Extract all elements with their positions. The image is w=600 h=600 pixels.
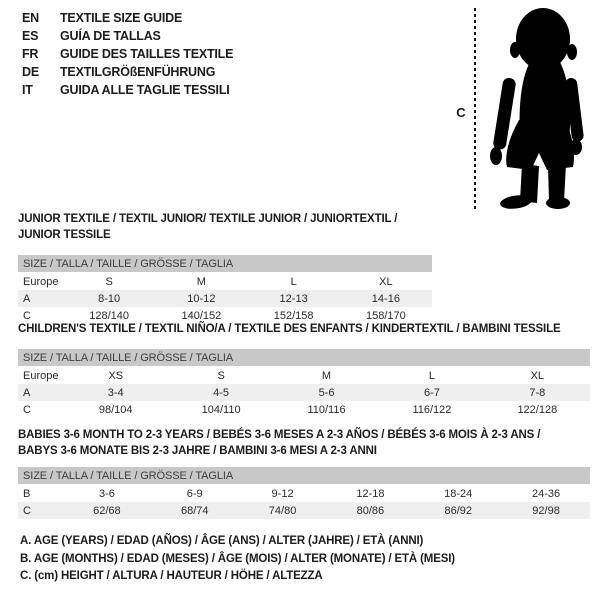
size-cell: 24-36 xyxy=(531,487,561,500)
lang-code-es: ES xyxy=(22,29,39,43)
language-row-de xyxy=(22,63,233,81)
size-cell: M xyxy=(321,369,332,382)
size-cell: 86/92 xyxy=(444,504,472,517)
size-cell: 152/158 xyxy=(273,309,314,322)
row-label: C xyxy=(23,309,31,322)
size-cell: 104/110 xyxy=(201,403,241,416)
height-measure-dashed-line xyxy=(474,8,476,210)
size-cell: 18-24 xyxy=(444,487,473,500)
language-row-fr xyxy=(22,45,233,63)
lang-text-fr: GUIDE DES TAILLES TEXTILE xyxy=(60,47,234,61)
row-label: C xyxy=(23,504,31,517)
childrens-size-header-bar: SIZE / TALLA / TAILLE / GRÖSSE / TAGLIA xyxy=(18,349,590,366)
language-title-block xyxy=(22,9,233,99)
size-cell: 68/74 xyxy=(180,504,209,517)
childrens-row-age xyxy=(18,384,590,401)
size-cell: M xyxy=(196,275,206,288)
size-cell: 8-10 xyxy=(98,292,121,305)
size-cell: 128/140 xyxy=(89,309,129,322)
babies-title-line1: BABIES 3-6 MONTH TO 2-3 YEARS / BEBÉS 3-6 MESES A 2-3 AÑOS / BÉBÉS 3-6 MOIS À 2-3 ANS / xyxy=(18,429,541,441)
size-cell: 158/170 xyxy=(365,309,406,322)
size-cell: XL xyxy=(379,275,393,288)
size-cell: 98/104 xyxy=(98,403,133,416)
childrens-table-title: CHILDREN'S TEXTILE / TEXTIL NIÑO/A / TEXTILE DES ENFANTS / KINDERTEXTIL / BAMBINI TESSILE xyxy=(18,323,561,335)
size-cell: 12-18 xyxy=(356,487,385,500)
row-label: C xyxy=(23,403,31,416)
size-cell: 92/98 xyxy=(532,504,560,517)
size-cell: 140/152 xyxy=(181,309,222,322)
babies-size-header-bar: SIZE / TALLA / TAILLE / GRÖSSE / TAGLIA xyxy=(18,467,590,484)
language-row-en xyxy=(22,9,233,27)
footnote-b: B. AGE (MONTHS) / EDAD (MESES) / ÂGE (MOIS) / ALTER (MONATE) / ETÀ (MESI) xyxy=(20,552,455,565)
lang-code-fr: FR xyxy=(22,47,39,61)
junior-table-title: JUNIOR TEXTILE / TEXTIL JUNIOR/ TEXTILE JUNIOR / JUNIORTEXTIL / JUNIOR TESSILE xyxy=(18,213,398,241)
lang-text-it: GUIDA ALLE TAGLIE TESSILI xyxy=(60,83,230,97)
language-row-it xyxy=(22,81,233,99)
size-cell: 5-6 xyxy=(318,386,335,399)
childrens-row-europe xyxy=(18,367,590,384)
size-cell: 3-6 xyxy=(98,487,115,500)
size-cell: 122/128 xyxy=(517,403,558,416)
childrens-textile-table xyxy=(18,321,590,418)
babies-title-line2: BABYS 3-6 MONATE BIS 2-3 JAHRE / BAMBINI 3-6 MESI A 2-3 ANNI xyxy=(18,445,377,457)
size-cell: L xyxy=(290,275,297,288)
footnotes-block xyxy=(20,533,455,586)
size-cell: 6-7 xyxy=(423,386,440,399)
lang-code-it: IT xyxy=(22,83,33,97)
row-label: A xyxy=(23,386,31,399)
size-cell: XS xyxy=(108,369,124,382)
size-cell: 10-12 xyxy=(187,292,216,305)
size-cell: S xyxy=(105,275,113,288)
babies-row-height xyxy=(18,502,590,519)
lang-code-en: EN xyxy=(22,11,39,25)
babies-row-age-months xyxy=(18,485,590,502)
size-cell: XL xyxy=(530,369,545,382)
junior-textile-table xyxy=(18,211,432,324)
junior-row-age xyxy=(18,290,432,307)
size-cell: 14-16 xyxy=(371,292,400,305)
footnote-c: C. (cm) HEIGHT / ALTURA / HAUTEUR / HÖHE / ALTEZZA xyxy=(20,570,323,582)
size-cell: 4-5 xyxy=(213,386,230,399)
size-cell: 3-4 xyxy=(107,386,124,399)
measure-label-c: C xyxy=(456,105,466,120)
size-cell: 110/116 xyxy=(307,403,346,416)
row-label: Europe xyxy=(23,369,59,382)
size-cell: S xyxy=(217,369,225,382)
row-label: B xyxy=(23,487,31,500)
lang-text-de: TEXTILGRÖßENFÜHRUNG xyxy=(60,65,216,79)
size-cell: 74/80 xyxy=(268,504,297,517)
size-cell: 80/86 xyxy=(356,504,385,517)
size-cell: 12-13 xyxy=(279,292,308,305)
size-cell: 62/68 xyxy=(93,504,121,517)
lang-text-en: TEXTILE SIZE GUIDE xyxy=(60,11,183,25)
babies-textile-table xyxy=(18,427,590,519)
childrens-row-height xyxy=(18,401,590,418)
size-cell: 6-9 xyxy=(186,487,203,500)
row-label: Europe xyxy=(23,275,59,288)
row-label: A xyxy=(23,292,31,305)
babies-table-title xyxy=(18,427,590,459)
lang-code-de: DE xyxy=(22,65,39,79)
size-cell: L xyxy=(428,369,435,382)
lang-text-es: GUÍA DE TALLAS xyxy=(60,29,161,43)
language-row-es xyxy=(22,27,233,45)
toddler-silhouette-svg xyxy=(487,6,597,211)
junior-size-header-bar: SIZE / TALLA / TAILLE / GRÖSSE / TAGLIA xyxy=(18,255,432,272)
junior-row-europe xyxy=(18,273,432,290)
size-cell: 7-8 xyxy=(529,386,546,399)
size-cell: 116/122 xyxy=(412,403,452,416)
toddler-silhouette-image xyxy=(487,6,597,211)
size-cell: 9-12 xyxy=(271,487,294,500)
footnote-a: A. AGE (YEARS) / EDAD (AÑOS) / ÂGE (ANS) / ALTER (JAHRE) / ETÀ (ANNI) xyxy=(20,535,424,547)
